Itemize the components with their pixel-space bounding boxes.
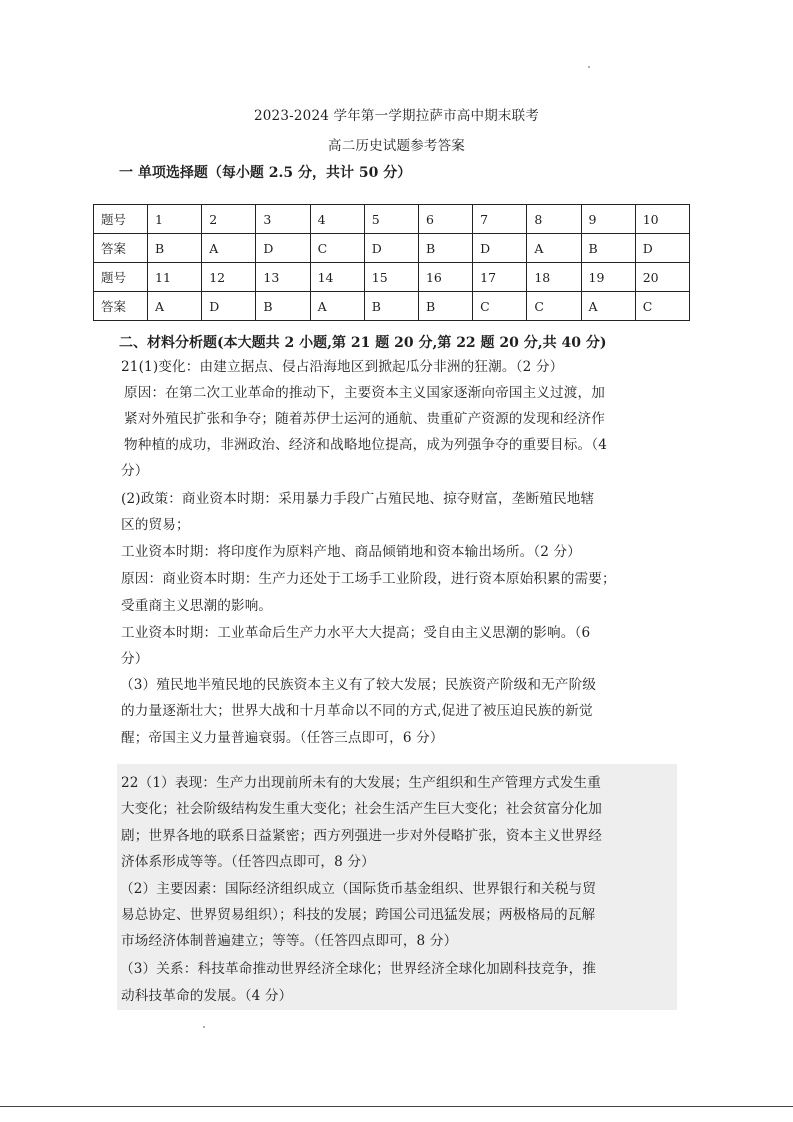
answer-cell: B (148, 234, 202, 263)
row-header-cell: 题号 (94, 205, 148, 234)
answer-line: 21(1)变化：由建立据点、侵占沿海地区到掀起瓜分非洲的狂潮。（2 分） (121, 359, 564, 375)
answer-line: 分） (121, 651, 149, 667)
answer-line: 紧对外殖民扩张和争夺；随着苏伊士运河的通航、贵重矿产资源的发现和经济作 (124, 411, 606, 427)
answer-line: 大变化；社会阶级结构发生重大变化；社会生活产生巨大变化；社会贫富分化加 (121, 801, 603, 817)
scan-speck (588, 66, 590, 68)
answer-line: 工业资本时期：将印度作为原料产地、商品倾销地和资本输出场所。（2 分） (121, 544, 582, 560)
answer-cell: C (527, 292, 581, 321)
answer-line: 原因：商业资本时期：生产力还处于工场手工业阶段，进行资本原始积累的需要； (121, 571, 616, 587)
answer-line: 易总协定、世界贸易组织）；科技的发展；跨国公司迅猛发展；两极格局的瓦解 (121, 907, 596, 923)
answer-cell: 16 (418, 263, 472, 292)
answer-line: (2)政策：商业资本时期：采用暴力手段广占殖民地、掠夺财富，垄断殖民地辖 (121, 491, 595, 507)
answer-cell: 19 (581, 263, 635, 292)
answer-line: 济体系形成等等。（任答四点即可，8 分） (121, 854, 375, 870)
answer-cell: 11 (148, 263, 202, 292)
section1-heading: 一 单项选择题（每小题 2.5 分，共计 50 分） (119, 165, 412, 181)
answer-cell: 14 (310, 263, 364, 292)
answer-cell: D (364, 234, 418, 263)
answer-line: 受重商主义思潮的影响。 (121, 598, 273, 614)
answer-line: 的力量逐渐壮大；世界大战和十月革命以不同的方式,促进了被压迫民族的新觉 (121, 703, 593, 719)
answer-cell: 2 (202, 205, 256, 234)
answer-cell: D (473, 234, 527, 263)
answer-line: （2）主要因素：国际经济组织成立（国际货币基金组织、世界银行和关税与贸 (120, 881, 597, 897)
answer-line: 剧；世界各地的联系日益紧密；西方列强进一步对外侵略扩张，资本主义世界经 (121, 828, 603, 844)
answer-line: 醒；帝国主义力量普遍衰弱。（任答三点即可，6 分） (121, 730, 444, 746)
answer-cell: C (310, 234, 364, 263)
row-header-cell: 答案 (94, 292, 148, 321)
answer-cell: B (364, 292, 418, 321)
answer-cell: 7 (473, 205, 527, 234)
answer-cell: B (418, 292, 472, 321)
answer-cell: 1 (148, 205, 202, 234)
answer-cell: 9 (581, 205, 635, 234)
answer-cell: 10 (635, 205, 689, 234)
answer-table (93, 204, 690, 321)
scan-speck (203, 1026, 205, 1028)
footer-rule (0, 1106, 793, 1107)
answer-cell: B (256, 292, 310, 321)
answer-cell: B (581, 234, 635, 263)
answer-line: 区的贸易； (121, 517, 190, 533)
answer-cell: C (473, 292, 527, 321)
answer-line: 原因：在第二次工业革命的推动下，主要资本主义国家逐渐向帝国主义过渡，加 (124, 385, 606, 401)
answer-cell: A (202, 234, 256, 263)
answer-line: 工业资本时期：工业革命后生产力水平大大提高；受自由主义思潮的影响。（6 (121, 625, 591, 641)
answer-line: 22（1）表现：生产力出现前所未有的大发展；生产组织和生产管理方式发生重 (121, 775, 601, 791)
page-subtitle: 高二历史试题参考答案 (328, 138, 465, 154)
row-header-cell: 答案 (94, 234, 148, 263)
answer-table-row (94, 205, 690, 234)
answer-cell: 8 (527, 205, 581, 234)
row-header-cell: 题号 (94, 263, 148, 292)
answer-line: 物种植的成功，非洲政治、经济和战略地位提高，成为列强争夺的重要目标。（4 (124, 437, 608, 453)
answer-line: 动科技革命的发展。（4 分） (121, 988, 293, 1004)
answer-table-row (94, 292, 690, 321)
answer-line: （3）关系：科技革命推动世界经济全球化；世界经济全球化加剧科技竞争，推 (120, 961, 597, 977)
answer-table-row (94, 234, 690, 263)
answer-cell: A (581, 292, 635, 321)
answer-cell: 18 (527, 263, 581, 292)
answer-line: 分） (121, 463, 149, 479)
answer-cell: 6 (418, 205, 472, 234)
answer-line: （3）殖民地半殖民地的民族资本主义有了较大发展；民族资产阶级和无产阶级 (120, 677, 597, 693)
answer-cell: A (310, 292, 364, 321)
answer-cell: C (635, 292, 689, 321)
answer-cell: 4 (310, 205, 364, 234)
answer-cell: 3 (256, 205, 310, 234)
answer-cell: A (148, 292, 202, 321)
answer-table-row (94, 263, 690, 292)
answer-cell: 12 (202, 263, 256, 292)
answer-cell: D (635, 234, 689, 263)
answer-cell: B (418, 234, 472, 263)
answer-cell: 15 (364, 263, 418, 292)
answer-cell: 17 (473, 263, 527, 292)
answer-cell: D (202, 292, 256, 321)
answer-cell: 13 (256, 263, 310, 292)
answer-cell: 5 (364, 205, 418, 234)
section2-heading: 二、材料分析题(本大题共 2 小题,第 21 题 20 分,第 22 题 20 分,共 40 分) (119, 335, 607, 351)
answer-cell: 20 (635, 263, 689, 292)
page-title: 2023-2024 学年第一学期拉萨市高中期末联考 (253, 108, 540, 124)
answer-cell: A (527, 234, 581, 263)
answer-cell: D (256, 234, 310, 263)
answer-line: 市场经济体制普遍建立；等等。（任答四点即可，8 分） (121, 933, 458, 949)
